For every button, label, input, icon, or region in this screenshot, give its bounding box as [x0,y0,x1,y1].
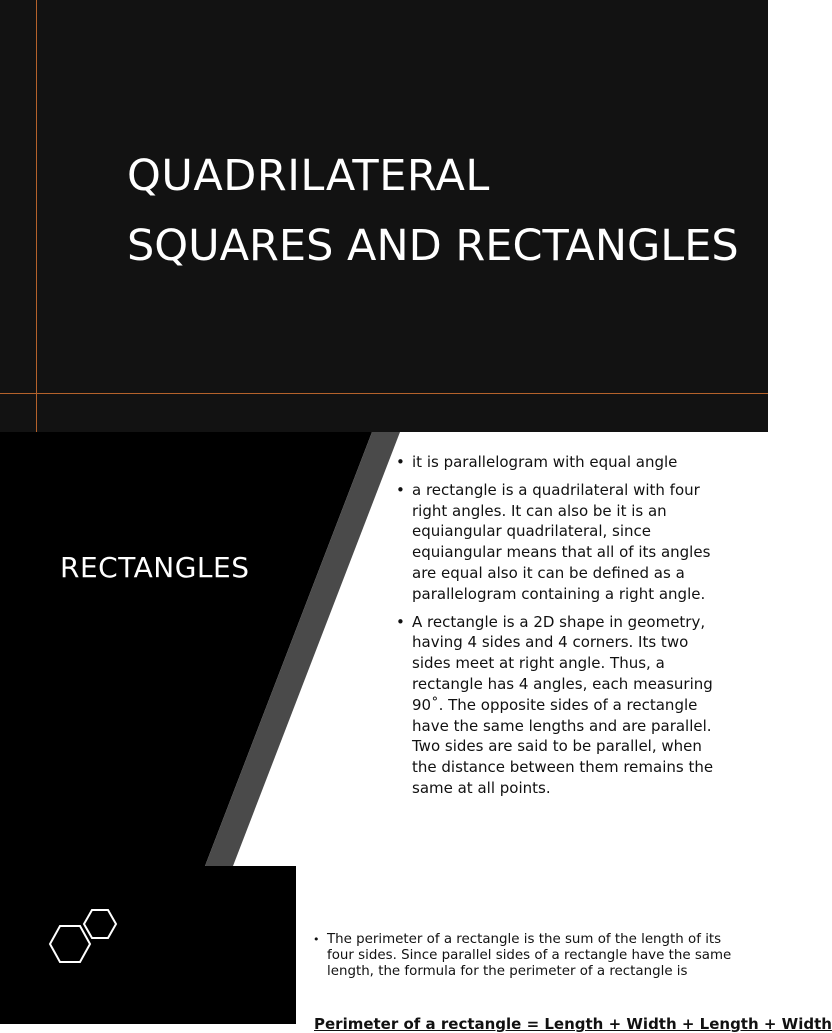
title-slide [0,0,768,432]
list-item [394,452,714,473]
definition-list [394,452,714,806]
perimeter-formula: Perimeter of a rectangle = Length + Width + Length + Width [314,1015,832,1033]
bullet-icon: • [396,480,405,499]
slide-title-line-2: SQUARES AND RECTANGLES [127,221,739,271]
accent-horizontal-line [0,393,768,394]
bullet-icon: • [396,453,405,471]
section-title: RECTANGLES [60,551,250,584]
list-item [394,612,714,799]
perimeter-list [312,932,752,980]
list-item [312,932,752,980]
hexagons-icon [46,904,126,968]
accent-vertical-line [36,0,37,432]
list-item [394,480,714,605]
list-item-text: The perimeter of a rectangle is the sum of the length of its four sides. Since parallel sides of a rectangle have the same length, the formula for the perimeter of a rectangle is [327,932,732,979]
list-item-text: it is parallelogram with equal angle [412,453,678,471]
dark-side-panel [0,866,296,1024]
slide-title-line-1: QUADRILATERAL [127,151,490,201]
list-item-text: A rectangle is a 2D shape in geometry, having 4 sides and 4 corners. Its two sides meet at right angle. Thus, a rectangle has 4 angles, each measuring 90˚. The opposite sides of a rectangle have the same lengths and are parallel. Two sides are said to be parallel, when the distance between them remains the same at all points. [412,612,714,797]
rectangles-slide [0,432,768,866]
list-item-text: a rectangle is a quadrilateral with four right angles. It can also be it is an equiangular quadrilateral, since equiangular means that all of its angles are equal also it can be defined as a parallelogram containing a right angle. [412,480,711,603]
perimeter-slide [0,866,832,1033]
bullet-icon: • [313,933,320,946]
bullet-icon: • [396,612,405,631]
